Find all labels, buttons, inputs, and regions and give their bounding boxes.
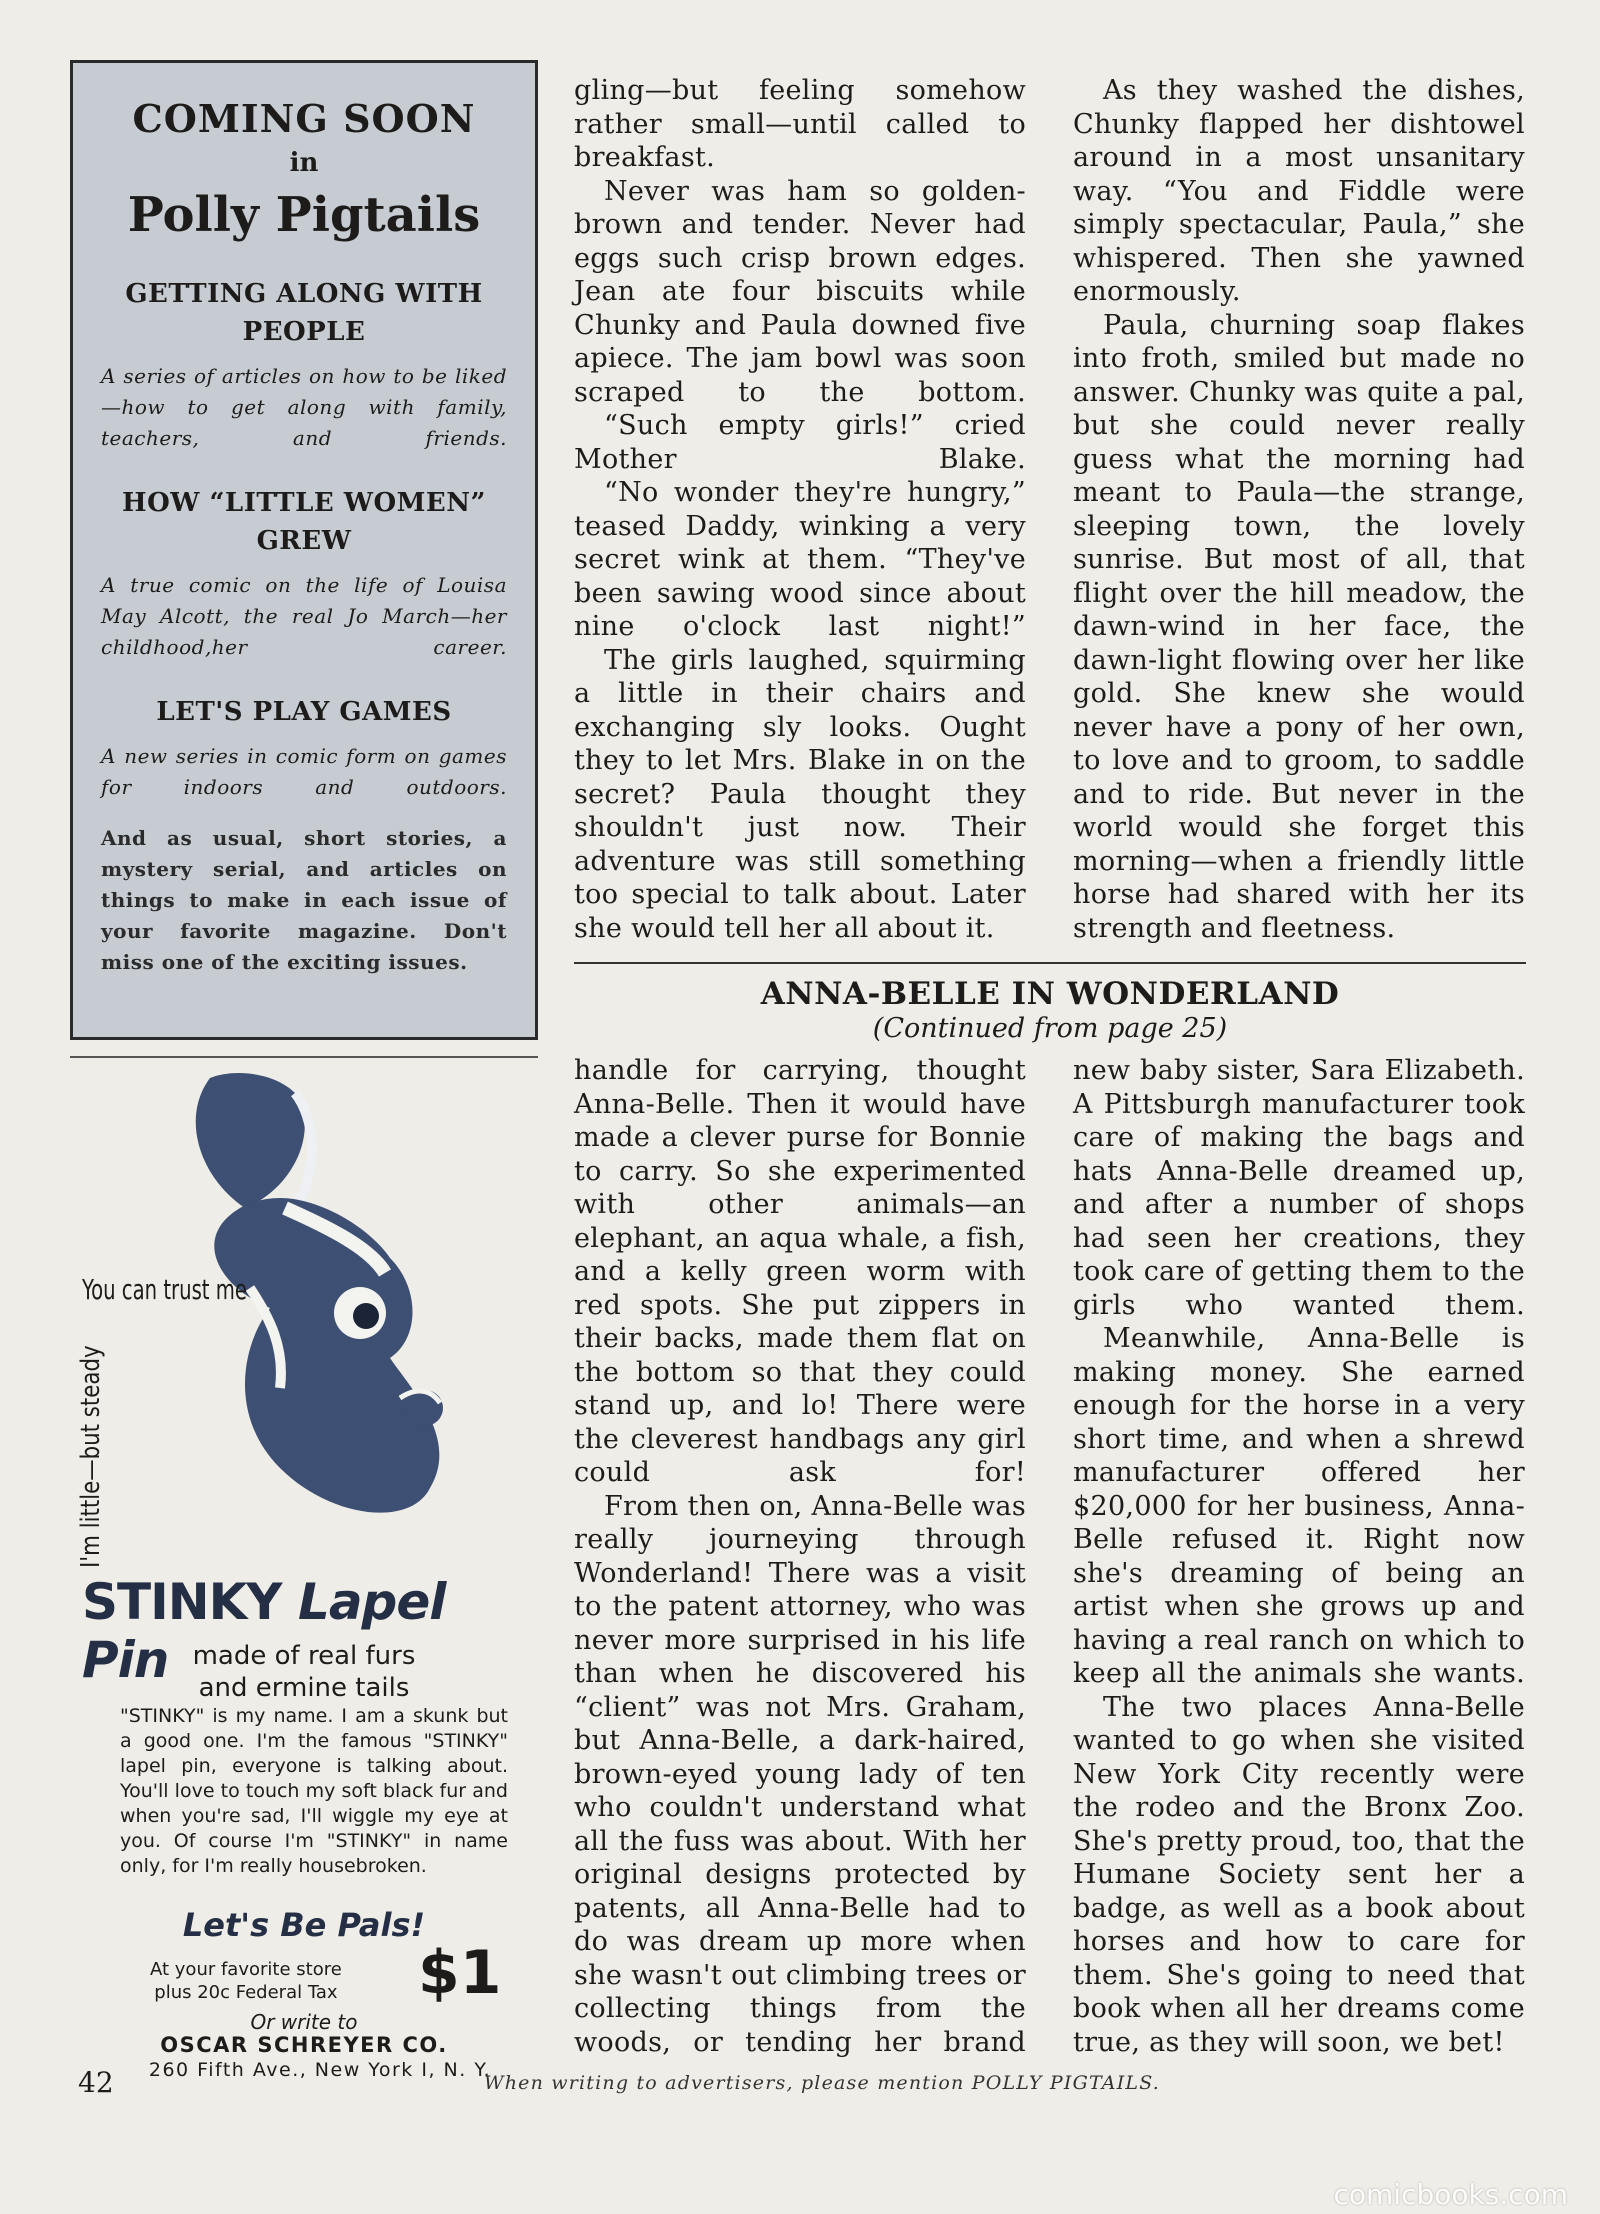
divider	[574, 962, 1526, 964]
article-continued: (Continued from page 25)	[872, 1013, 1228, 1044]
article-heading	[574, 975, 1526, 1045]
ad-price-line-2: plus 20c Federal Tax	[154, 1982, 338, 2003]
section-title-games: LET'S PLAY GAMES	[156, 697, 452, 727]
story-bottom-right-column	[1073, 1054, 1525, 2059]
advertiser-note: When writing to advertisers, please mention POLLY PIGTAILS.	[484, 2072, 1160, 2094]
ad-pitch-text: "STINKY" is my name. I am a skunk but a good one. I'm the famous "STINKY" lapel pin, everyone is talking about. You'll love to touch my soft black fur and when you're sad, I'll wiggle my eye at you. Of course I'm "STINKY" in name only, for I'm really housebroken.	[120, 1705, 508, 1877]
ad-price-details	[150, 1958, 342, 2004]
section-title-getting-along: GETTING ALONG WITH PEOPLE	[125, 279, 483, 347]
paragraph: handle for carrying, thought Anna-Belle. Then it would have made a clever purse for Bonnie to carry. So she experimented with other animals—an elephant, an aqua whale, a fish, and a kelly green worm with red spots. She put zippers in their backs, made them flat on the bottom so that they could stand up, and lo! There were the cleverest handbags any girl could ask for!	[574, 1055, 1026, 1488]
stinky-advertisement	[70, 1056, 538, 2081]
article-title: ANNA-BELLE IN WONDERLAND	[760, 976, 1340, 1012]
ad-write-to: Or write to	[250, 2010, 358, 2034]
paragraph: The girls laughed, squirming a little in their chairs and exchanging sly looks. Ought they to let Mrs. Blake in on the secret? Paula thought they shouldn't just now. Their adventure was still something too special to talk about. Later she would tell her all about it.	[574, 644, 1026, 944]
story-top-left-column	[574, 74, 1026, 945]
ad-address: 260 Fifth Ave., New York I, N. Y.	[148, 2059, 492, 2081]
paragraph: Never was ham so golden-brown and tender. Never had eggs such crisp brown edges. Jean ate four biscuits while Chunky and Paula downed five apiece. The jam bowl was soon scraped to the bottom.	[574, 175, 1026, 408]
page-number: 42	[78, 2066, 114, 2099]
paragraph: gling—but feeling somehow rather small—until called to breakfast.	[574, 75, 1026, 173]
ad-made-line-2: and ermine tails	[198, 1673, 410, 1703]
coming-soon-closing: And as usual, short stories, a mystery serial, and articles on things to make in each issue of your favorite magazine. Don't miss one of the exciting issues.	[101, 826, 507, 974]
paragraph: Meanwhile, Anna-Belle is making money. She earned enough for the horse in a very short time, and when a shrewd manufacturer offered her $20,000 for her business, Anna-Belle refused it. Right now she's dreaming of being an artist when she grows up and having a real ranch on which to keep all the animals she wants.	[1073, 1323, 1525, 1689]
ad-trust-line: You can trust me	[82, 1273, 247, 1306]
ad-price-line-1: At your favorite store	[150, 1959, 342, 1980]
watermark: comicbooks.com	[1333, 2178, 1568, 2211]
coming-soon-box	[70, 60, 538, 1040]
ad-company: OSCAR SCHREYER CO.	[160, 2033, 448, 2057]
section-desc-games: A new series in comic form on games for indoors and outdoors.	[101, 744, 507, 799]
paragraph: new baby sister, Sara Elizabeth. A Pittsburgh manufacturer took care of making the bags and hats Anna-Belle dreamed up, and after a number of shops had seen her creations, they took care of getting them to the girls who wanted them.	[1073, 1055, 1525, 1321]
coming-soon-heading: COMING SOON	[132, 96, 476, 141]
ad-made-line-1: made of real furs	[192, 1641, 416, 1671]
paragraph: From then on, Anna-Belle was really journeying through Wonderland! There was a visit to the patent attorney, who was never more surprised in his life than when he discovered his “client” was not Mrs. Graham, but Anna-Belle, a dark-haired, brown-eyed young lady of ten who couldn't understand what all the fuss was about. With her original designs protected by patents, all Anna-Belle had to do was dream up more when she wasn't out climbing trees or collecting things from the woods, or tending her brand	[574, 1490, 1026, 2058]
magazine-name: Polly Pigtails	[127, 187, 481, 243]
coming-soon-in: in	[289, 148, 319, 178]
paragraph: As they washed the dishes, Chunky flapped her dishtowel around in a most unsanitary way. “You and Fiddle were simply spectacular, Paula,” she whispered. Then she yawned enormously.	[1073, 75, 1525, 307]
skunk-illustration-icon	[70, 1058, 538, 1578]
ad-slogan: Let's Be Pals!	[182, 1906, 426, 1944]
paragraph: “Such empty girls!” cried Mother Blake.	[574, 410, 1026, 475]
paragraph: Paula, churning soap flakes into froth, smiled but made no answer. Chunky was quite a pal, but she could never really guess what the morning had meant to Paula—the strange, sleeping town, the lovely sunrise. But most of all, that flight over the hill meadow, the dawn-wind in her face, the dawn-light flowing over her like gold. She knew she would never have a pony of her own, to love and to groom, to saddle and to ride. But never in the world would she forget this morning—when a friendly little horse had shared with her its strength and fleetness.	[1073, 309, 1525, 944]
section-desc-getting-along: A series of articles on how to be liked—how to get along with family, teachers, and friends.	[101, 364, 507, 450]
section-title-little-women: HOW “LITTLE WOMEN” GREW	[122, 488, 486, 556]
ad-brand-bold: STINKY	[82, 1573, 282, 1631]
story-top-right-column	[1073, 74, 1525, 945]
ad-side-text: I'm little—but steady	[76, 1345, 106, 1568]
section-desc-little-women: A true comic on the life of Louisa May Alcott, the real Jo March—her childhood,her career.	[101, 573, 507, 659]
ad-price: $1	[418, 1938, 502, 2008]
story-bottom-left-column	[574, 1054, 1026, 2059]
ad-made-of	[70, 1640, 538, 1704]
ad-brand-italic: Lapel Pin	[82, 1573, 446, 1689]
paragraph: “No wonder they're hungry,” teased Daddy, winking a very secret wink at them. “They've been sawing wood since about nine o'clock last night!”	[574, 477, 1026, 642]
paragraph: The two places Anna-Belle wanted to go when she visited New York City recently were the rodeo and the Bronx Zoo. She's pretty proud, too, that the Humane Society sent her a badge, as well as a book about horses and how to care for them. She's going to need that book when all her dreams come true, as they will soon, we bet!	[1073, 1691, 1525, 2058]
